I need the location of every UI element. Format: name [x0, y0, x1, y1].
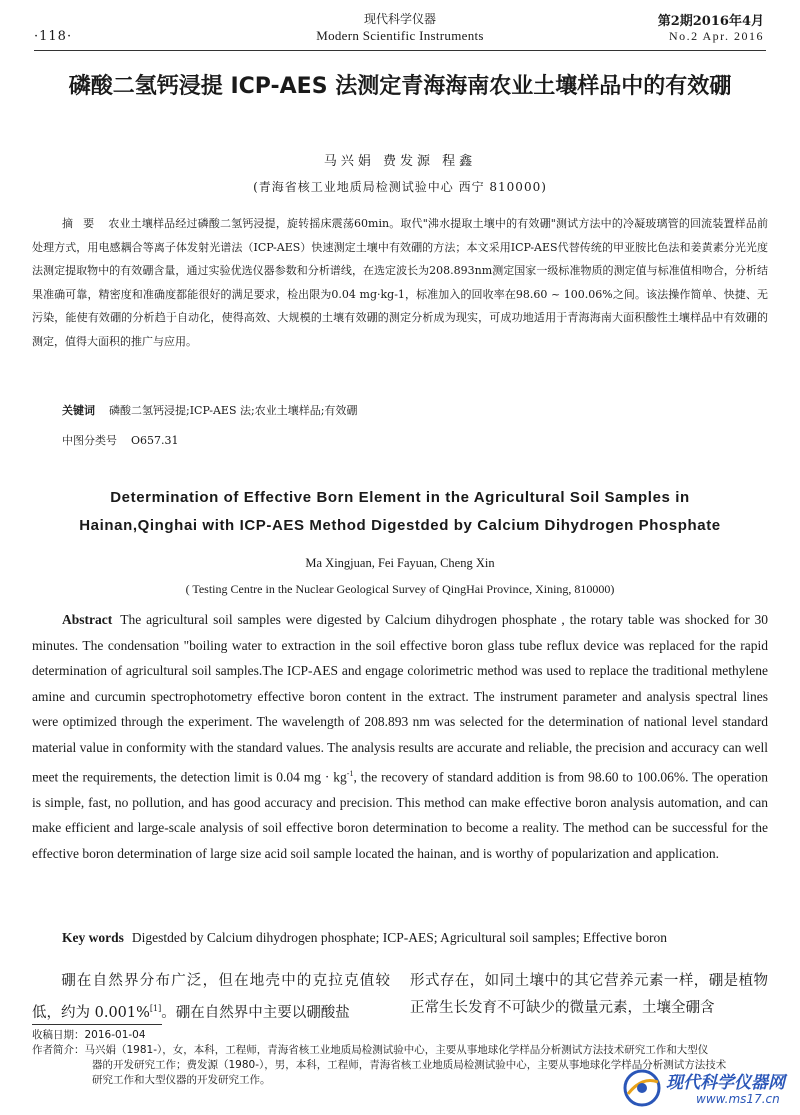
citation-ref: [1]: [149, 1004, 162, 1013]
watermark-logo: [622, 1066, 792, 1110]
watermark-url: www.ms17.cn: [696, 1092, 780, 1106]
body-left-text-2: 。硼在自然界中主要以硼酸盐: [161, 1004, 350, 1021]
journal-name-en: Modern Scientific Instruments: [316, 28, 484, 43]
keywords-en: [62, 930, 667, 946]
author-bio-line3: 研究工作和大型仪器的开发研究工作。: [92, 1074, 271, 1086]
affiliation-en: ( Testing Centre in the Nuclear Geological Survey of QingHai Province, Xining, 810000): [185, 582, 615, 596]
abstract-label-cn: 摘要: [62, 217, 105, 230]
abstract-cn: [32, 212, 768, 353]
abstract-superscript: -1: [346, 768, 354, 778]
authors-cn: 马兴娟 费发源 程鑫: [323, 154, 477, 169]
abstract-text-en-part2: , the recovery of standard addition is from 98.60 to 100.06%. The operation is simple, fast, no pollution, and has good accuracy and precision. This method can make effective boron analysis automation, and can make efficient and large-scale analysis of soil effective boron determination to become a reality. The method can be successful for the effective boron determination of large size acid soil sample located the hainan, and is worthy of popularization and application.: [32, 769, 768, 861]
issue-cn: 第2期2016年4月: [657, 14, 764, 29]
paper-title-cn: 磷酸二氢钙浸提 ICP-AES 法测定青海海南农业土壤样品中的有效硼: [68, 74, 732, 99]
body-right-text: 形式存在，如同土壤中的其它营养元素一样，硼是植物正常生长发育不可缺少的微量元素，土壤全硼含: [410, 973, 768, 1016]
watermark-name: 现代科学仪器网: [666, 1073, 785, 1093]
watermark-globe-icon: [622, 1068, 662, 1108]
keywords-label-en: Key words: [62, 930, 124, 945]
classification-code: O657.31: [131, 434, 179, 447]
body-column-left: [32, 968, 390, 1027]
classification-cn: [62, 432, 179, 448]
paper-title-en-line2: Hainan,Qinghai with ICP-AES Method Digestded by Calcium Dihydrogen Phosphate: [79, 517, 721, 534]
journal-name-cn: 现代科学仪器: [363, 12, 436, 26]
author-bio-line1: 作者简介：马兴娟（1981-），女，本科，工程师，青海省核工业地质局检测试验中心，主要从事地球化学样品分析测试方法技术研究工作和大型仪: [32, 1044, 709, 1056]
abstract-label-en: Abstract: [62, 612, 113, 627]
issue-en: No.2 Apr. 2016: [668, 29, 764, 43]
keywords-label-cn: 关键词: [62, 404, 95, 417]
keywords-text-cn: 磷酸二氢钙浸提;ICP-AES 法;农业土壤样品;有效硼: [109, 404, 358, 417]
keywords-text-en: Digestded by Calcium dihydrogen phosphate; ICP-AES; Agricultural soil samples; Effective boron: [131, 930, 668, 945]
classification-label: 中图分类号: [62, 434, 117, 447]
author-bio-line2: 器的开发研究工作；费发源（1980-），男，本科，工程师，青海省核工业地质局检测试验中心，主要从事地球化学样品分析测试方法技术: [92, 1059, 727, 1071]
received-date: 收稿日期：2016-01-04: [32, 1029, 146, 1041]
abstract-text-cn: 农业土壤样品经过磷酸二氢钙浸提，旋转摇床震荡60min。取代"沸水提取土壤中的有效硼"测试方法中的冷凝玻璃管的回流装置样品前处理方式，用电感耦合等离子体发射光谱法（ICP-AES）快速测定土壤中有效硼的方法；本文采用ICP-AES代替传统的甲亚胺比色法和姜黄素分光光度法测定提取物中的有效硼含量，通过实验优选仪器参数和分析谱线，在选定波长为208.893nm测定国家一级标准物质的测定值与标准值相吻合，分析结果准确可靠，精密度和准确度都能很好的满足要求，检出限为0.04 mg·kg-1，标准加入的回收率在98.60 ~ 100.06%之间。该法操作简单、快捷、无污染，能使有效硼的分析趋于自动化，使得高效、大规模的土壤有效硼的测定分析成为现实，可成功地适用于青海海南大面积酸性土壤样品中有效硼的测定，值得大面积的推广与应用。: [32, 217, 768, 348]
page-number: ·118·: [34, 29, 73, 44]
header-divider: [34, 50, 766, 51]
body-column-right: [410, 968, 768, 1022]
abstract-text-en-part1: The agricultural soil samples were digested by Calcium dihydrogen phosphate , the rotary table was shocked for 30 minutes. The condensation "boiling water to extraction in the soil effective boron glass tube reflux device was replaced for the rapid determination of agricultural soil samples.The ICP-AES and engage colorimetric method was used to replace the traditional methylene amine and curcumin spectrophotometry effective boron content in the extract. The instrument parameter and analysis spectral lines were optimized through the experiment. The wavelength of 208.893 nm was selected for the determination of national level standard material value in conformity with the standard values. The analysis results are accurate and reliable, the precision and accuracy can well meet the requirements, the detection limit is 0.04 mg · kg: [32, 612, 768, 785]
affiliation-cn: (青海省核工业地质局检测试验中心 西宁 810000): [253, 180, 547, 194]
authors-en: Ma Xingjuan, Fei Fayuan, Cheng Xin: [305, 556, 495, 570]
abstract-en: [32, 607, 768, 866]
footnote-divider: [32, 1024, 162, 1025]
paper-title-en: [20, 484, 780, 540]
body-left-text: 硼在自然界分布广泛，但在地壳中的克拉克值较低，约为 0.001%: [32, 973, 390, 1021]
paper-title-en-line1: Determination of Effective Born Element in the Agricultural Soil Samples in: [110, 489, 690, 506]
keywords-cn: [62, 402, 357, 418]
